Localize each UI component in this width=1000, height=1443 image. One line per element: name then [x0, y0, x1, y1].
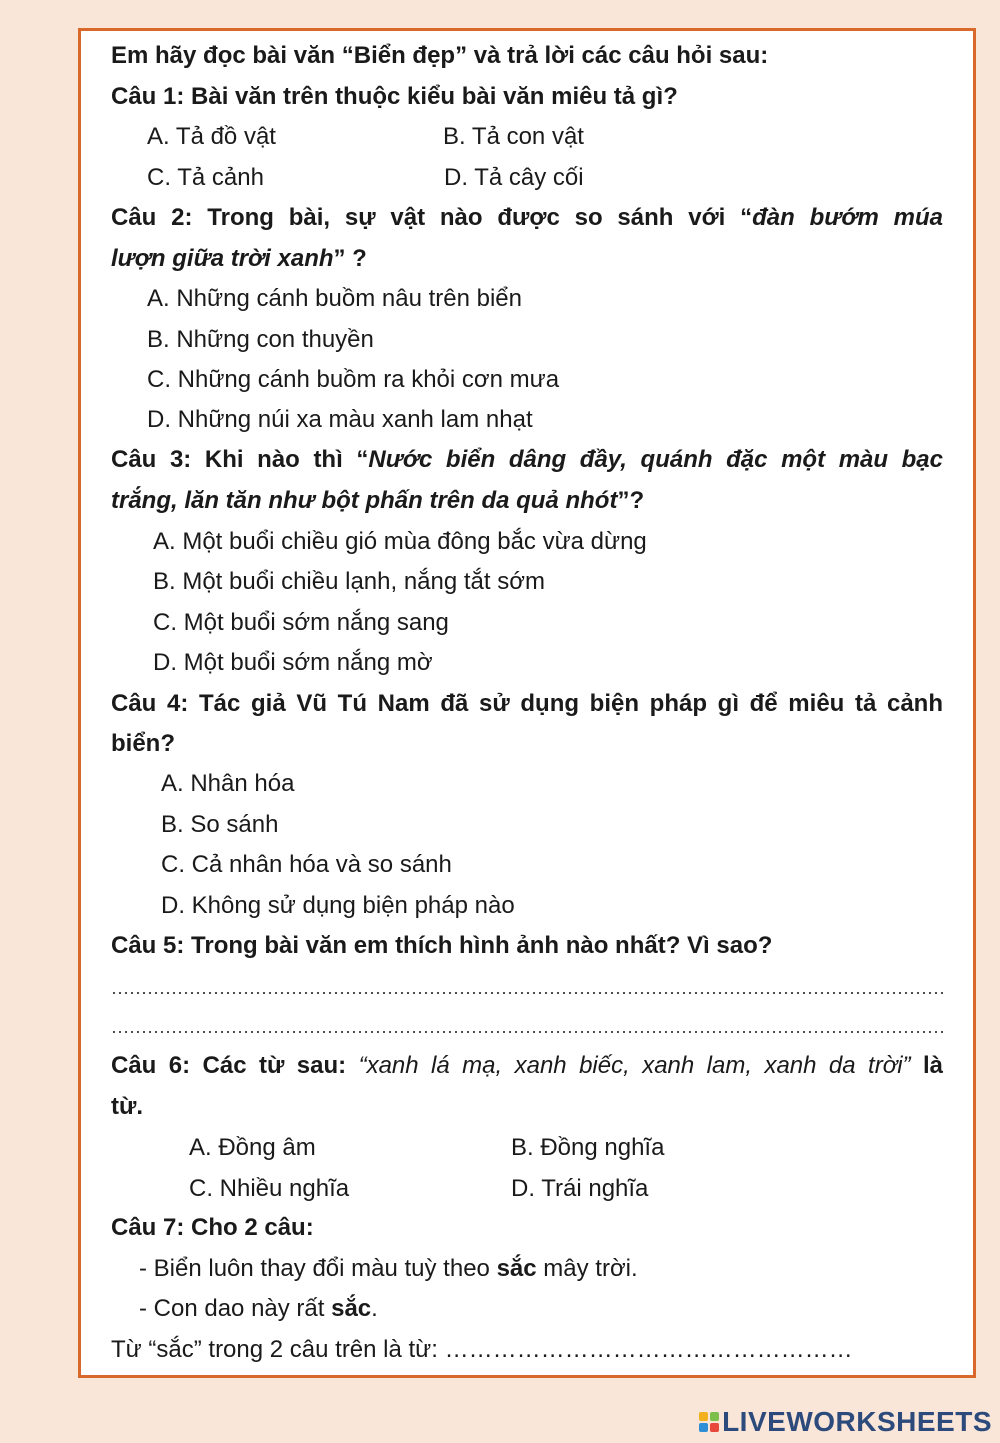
q4-option-d: D. Không sử dụng biện pháp nào: [161, 892, 515, 919]
q6-option-d: D. Trái nghĩa: [511, 1175, 649, 1202]
q1-option-b: B. Tả con vật: [443, 123, 584, 150]
q7-sentence-2: - Con dao này rất sắc.: [139, 1295, 378, 1322]
answer-line-2[interactable]: [111, 1031, 943, 1033]
q3-option-b: B. Một buổi chiều lạnh, nắng tắt sớm: [153, 568, 545, 595]
question-1-title: Câu 1: Bài văn trên thuộc kiểu bài văn miêu tả gì?: [111, 83, 678, 110]
question-7-title: Câu 7: Cho 2 câu:: [111, 1214, 314, 1241]
q2-option-d: D. Những núi xa màu xanh lam nhạt: [147, 406, 533, 433]
question-6-title: Câu 6: Các từ sau: “xanh lá mạ, xanh biếc, xanh lam, xanh da trời” là: [111, 1052, 944, 1079]
question-2-title: Câu 2: Trong bài, sự vật nào được so sánh với “đàn bướm múa: [111, 204, 943, 231]
liveworksheets-brand-text: LIVEWORKSHEETS: [722, 1406, 992, 1437]
question-2-title-cont: lượn giữa trời xanh” ?: [111, 245, 367, 272]
q6-option-b: B. Đồng nghĩa: [511, 1134, 665, 1161]
q1-option-c: C. Tả cảnh: [147, 164, 264, 191]
intro-text: Em hãy đọc bài văn “Biển đẹp” và trả lời các câu hỏi sau:: [111, 42, 769, 69]
q4-option-c: C. Cả nhân hóa và so sánh: [161, 851, 452, 878]
answer-line-1[interactable]: [111, 992, 943, 994]
question-6-title-cont: từ.: [111, 1093, 144, 1120]
q7-answer-prompt[interactable]: Từ “sắc” trong 2 câu trên là từ: ……………………………………………: [111, 1336, 853, 1363]
q3-option-a: A. Một buổi chiều gió mùa đông bắc vừa dừng: [153, 528, 647, 555]
q2-option-c: C. Những cánh buồm ra khỏi cơn mưa: [147, 366, 560, 393]
liveworksheets-logo: [699, 1406, 992, 1438]
question-4-title-cont: biển?: [111, 730, 175, 757]
question-5-title: Câu 5: Trong bài văn em thích hình ảnh nào nhất? Vì sao?: [111, 932, 773, 959]
q4-option-a: A. Nhân hóa: [161, 770, 295, 797]
q2-option-b: B. Những con thuyền: [147, 326, 374, 353]
q3-option-d: D. Một buổi sớm nắng mờ: [153, 649, 433, 676]
q3-option-c: C. Một buổi sớm nắng sang: [153, 609, 449, 636]
q2-option-a: A. Những cánh buồm nâu trên biển: [147, 285, 522, 312]
question-3-title: Câu 3: Khi nào thì “Nước biển dâng đầy, quánh đặc một màu bạc: [111, 446, 943, 473]
question-4-title: Câu 4: Tác giả Vũ Tú Nam đã sử dụng biện pháp gì để miêu tả cảnh: [111, 690, 943, 717]
q1-option-a: A. Tả đồ vật: [147, 123, 276, 150]
q6-option-c: C. Nhiều nghĩa: [189, 1175, 350, 1202]
q1-option-d: D. Tả cây cối: [444, 164, 584, 191]
q7-sentence-1: - Biển luôn thay đổi màu tuỳ theo sắc mây trời.: [139, 1255, 638, 1282]
q4-option-b: B. So sánh: [161, 811, 279, 838]
question-3-title-cont: trắng, lăn tăn như bột phấn trên da quả nhót”?: [111, 487, 645, 514]
worksheet: [78, 28, 976, 1378]
q6-option-a: A. Đồng âm: [189, 1134, 316, 1161]
liveworksheets-logo-icon: [699, 1412, 719, 1432]
